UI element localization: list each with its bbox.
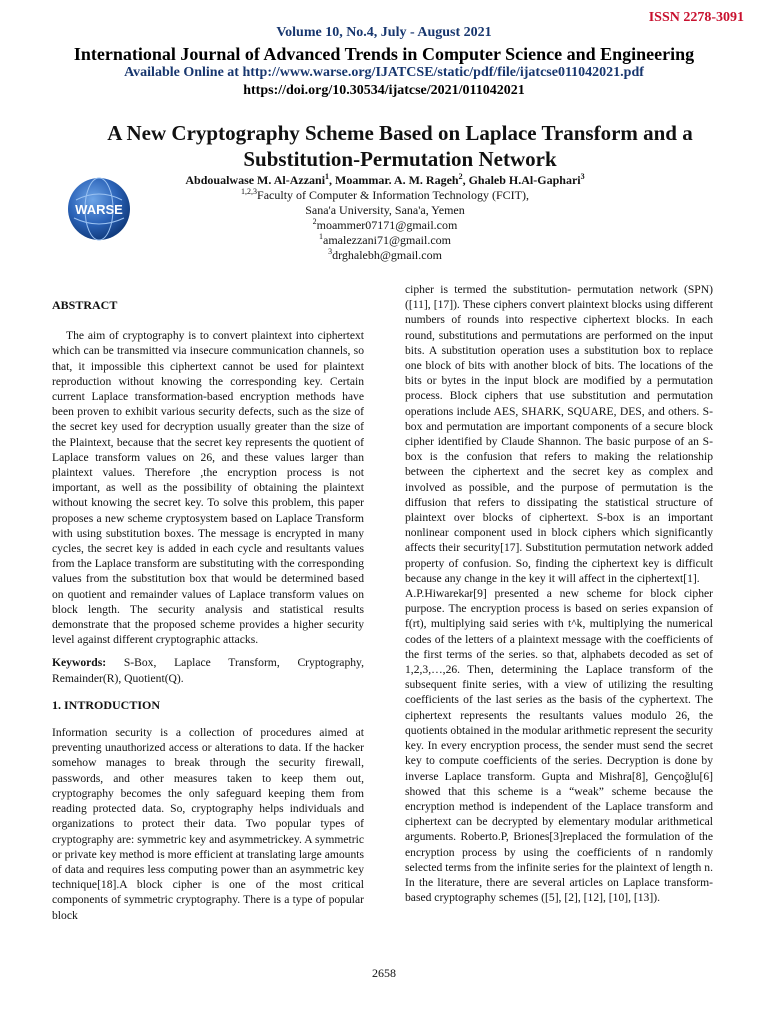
email-author-1: $^1$amalezzani71@gmail.com (319, 232, 451, 247)
keywords (52, 655, 364, 685)
left-column (52, 298, 364, 923)
page-number: 2658 (372, 966, 396, 980)
keywords-label: Keywords: (52, 656, 107, 670)
affiliation-block (150, 188, 620, 263)
spn-paragraph: cipher is termed the substitution- permutation network (SPN)([11], [17]). These ciphers convert plaintext blocks using different numbers of rounds into respective ciphertext blocks. In each round, substitutions and permutations are performed on the input bits. A substitution operation uses a substitution box to replace one block of bits with another block of bits. The locations of the bits or bytes in the input block are modified by a permutation process. Block ciphers that use substitution and permutation operations include AES, SHARK, SQUARE, DES, and others. S-box and permutation are important components of a secure block cipher identified by Claude Shannon. The basic purpose of an S-box is the confusion that refers to making the relationship between the ciphertext and the secret key as complex and involved as possible, and the purpose of permutation is the diffusion that refers to dissipating the statistical structure of plaintext over blocks of ciphertext. S-box is an important nonlinear component used in block ciphers which significantly affects their security[17]. Substitution permutation network added property of confusion. So, finding the ciphertext key is difficult because any change in the key it will affect in the ciphertext[1]. (405, 283, 713, 585)
warse-logo (66, 176, 132, 242)
availability-link[interactable]: Available Online at http://www.warse.org/IJATCSE/static/pdf/file/ijatcse011042021.pdf (124, 65, 644, 80)
introduction-heading: 1. INTRODUCTION (52, 697, 161, 712)
volume-info: Volume 10, No.4, July - August 2021 (276, 25, 492, 40)
issn-label: ISSN 2278-3091 (648, 10, 744, 25)
affiliation-university: Sana'a University, Sana'a, Yemen (305, 203, 465, 217)
logo-text: WARSE (75, 202, 123, 217)
affiliation-faculty: $^{1,2,3}$Faculty of Computer & Information Technology (FCIT), (241, 187, 529, 202)
keywords-text: S-Box, Laplace Transform, Cryptography, Remainder(R), Quotient(Q). (52, 656, 364, 685)
right-column (405, 282, 713, 905)
paper-title: A New Cryptography Scheme Based on Laplace Transform and a Substitution-Permutation Network (107, 121, 693, 171)
author-list: Abdoualwase M. Al-Azzani$^1$, Moammar. A. M. Rageh$^2$, Ghaleb H.Al-Gaphari$^3$ (185, 172, 585, 187)
abstract-heading: ABSTRACT (52, 298, 118, 312)
introduction-text: Information security is a collection of procedures aimed at preventing unauthorized access or alterations to data. If the hacker somehow manages to break through the security firewall, passwords, and other measures taken to keep them out, cryptography becomes the only safeguard keeping them from reading protected data. So, cryptography helps individuals and organizations to protect their data. Two popular types of cryptography are: symmetric key and asymmetrickey. A symmetric or private key method is more efficient at translating large amounts of data and requires less computing power than an asymmetric key technique[18].A block cipher is one of the most critical components of symmetric cryptography. There is a type of popular block (52, 726, 364, 922)
email-author-3: $^3$drghalebh@gmail.com (328, 247, 442, 262)
journal-name: International Journal of Advanced Trends in Computer Science and Engineering (73, 44, 695, 64)
email-author-2: $^2$moammer07171@gmail.com (312, 217, 458, 232)
abstract-text: The aim of cryptography is to convert plaintext into ciphertext which can be transmitted via insecure communication channels, so that, it impossible this ciphertext cannot be used for plaintext reproduction without knowing the corresponding key. Certain current Laplace transformation-based encryption methods have been proven to exhibit various security defects, such as the size of the secret key used for decryption usually greater than the size of the Plaintext, because that the secret key represents the quotient of Laplace transform values on 26, and these values larger than plaintext values. Therefore ,the encryption process is not important, as well as the possibility of obtaining the plaintext without knowing the secret key. To solve this problem, this paper proposes a new scheme cryptosystem based on Laplace Transform with using substitution boxes. The message is encrypted in many cycles, the secret key is added in each cycle and resultants values from the Laplace transform are substituting with the corresponding values from the substitution box that would be determined based on quotient and remainder values of Laplace transform values on block length. The security analysis and statistical results demonstrate that the proposed scheme provides a higher security level against different cryptographic attacks. (52, 329, 364, 647)
hiwarekar-paragraph: A.P.Hiwarekar[9] presented a new scheme for block cipher purpose. The encryption process is based on series expansion of f(rt), multiplying said series with t^k, multiplying the numerical codes of the letters of a plaintext message with the coefficients of the first terms of the series. so that, alphabets decoded as set of 1,2,3,…,26. Then, determining the Laplace transform of the subsequent finite series, with a view of utilizing the resulting coefficients of the last series as the basis of the cyphertext. The ciphertext represents the resultants values modulo 26, the quotients obtained in the modular arithmetic represent the security key. In every encryption process, the sender must send the secret key to compute coefficients of the series. Decryption is done by inverse Laplace transform. Gupta and Mishra[8], Gençoğlu[6] showed that this scheme is a “weak” scheme because the encryption method is independent of the Laplace transform and ciphertext can be decrypted by elementary modular arithmetical arguments. Roberto.P, Briones[3]replaced the formulation of the encryption process by using the coefficients of n randomly selected terms from the infinite series for the plaintext of length n. In the literature, there are several articles on Laplace transform-based cryptography schemes ([5], [2], [12], [10], [13]). (405, 587, 713, 905)
doi-link[interactable]: https://doi.org/10.30534/ijatcse/2021/011042021 (243, 83, 525, 98)
